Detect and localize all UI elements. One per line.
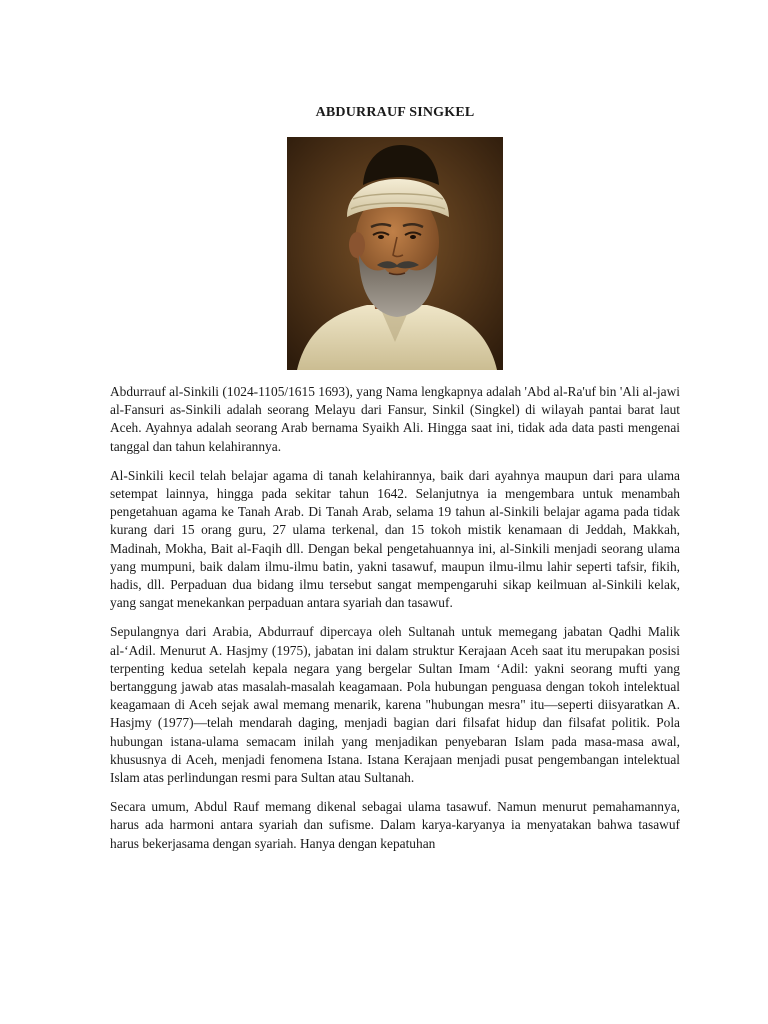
paragraph-2: Al-Sinkili kecil telah belajar agama di tanah kelahirannya, baik dari ayahnya maupun dari para ulama setempat lainnya, hingga pada sekitar tahun 1642. Selanjutnya ia mengembara untuk menambah pengetahuan agama ke Tanah Arab. Di Tanah Arab, selama 19 tahun al-Sinkili belajar agama pada tidak kurang dari 15 orang guru, 27 ulama terkenal, dan 15 tokoh mistik kenamaan di Jeddah, Makkah, Madinah, Mokha, Bait al-Faqih dll. Dengan bekal pengetahuannya ini, al-Sinkili menjadi seorang ulama yang mumpuni, baik dalam ilmu-ilmu batin, yakni tasawuf, maupun ilmu-ilmu lahir seperti tafsir, fikih, hadis, dll. Perpaduan dua bidang ilmu tersebut sangat mempengaruhi sikap keilmuan al-Sinkili kelak, yang sangat menekankan perpaduan antara syariah dan tasawuf. — [110, 467, 680, 611]
paragraph-1: Abdurrauf al-Sinkili (1024-1105/1615 1693), yang Nama lengkapnya adalah 'Abd al-Ra'uf bin 'Ali al-jawi al-Fansuri as-Sinkili adalah seorang Melayu dari Fansur, Sinkil (Singkel) di wilayah pantai barat laut Aceh. Ayahnya adalah seorang Arab bernama Syaikh Ali. Hingga saat ini, tidak ada data pasti mengenai tanggal dan tahun kelahirannya. — [110, 384, 680, 454]
document-page — [110, 0, 680, 853]
paragraph-4: Secara umum, Abdul Rauf memang dikenal sebagai ulama tasawuf. Namun menurut pemahamannya, harus ada harmoni antara syariah dan sufisme. Dalam karya-karyanya ia menyatakan bahwa tasawuf harus bekerjasama dengan syariah. Hanya dengan kepatuhan — [110, 799, 680, 851]
document-title: ABDURRAUF SINGKEL — [315, 105, 475, 120]
paragraph-3: Sepulangnya dari Arabia, Abdurrauf dipercaya oleh Sultanah untuk memegang jabatan Qadhi Malik al-‘Adil. Menurut A. Hasjmy (1975), jabatan ini dalam struktur Kerajaan Aceh saat itu merupakan posisi terpenting kedua setelah kepala negara yang bergelar Sultan Imam ‘Adil: yakni seorang mufti yang bertanggung jawab atas masalah-masalah keagamaan. Pola hubungan penguasa dengan tokoh intelektual keagamaan di Aceh sejak awal memang menarik, karena "hubungan mesra" itu—seperti diisyaratkan A. Hasjmy (1977)—telah mendarah daging, menjadi bagian dari filsafat hidup dan filsafat politik. Pola hubungan istana-ulama semacam inilah yang menjadikan penyebaran Islam pada masa-masa awal, khususnya di Aceh, menjadi fenomena Istana. Istana Kerajaan menjadi pusat pengembangan intelektual Islam atas perlindungan resmi para Sultan atau Sultanah. — [110, 624, 680, 786]
portrait-image — [287, 137, 503, 370]
